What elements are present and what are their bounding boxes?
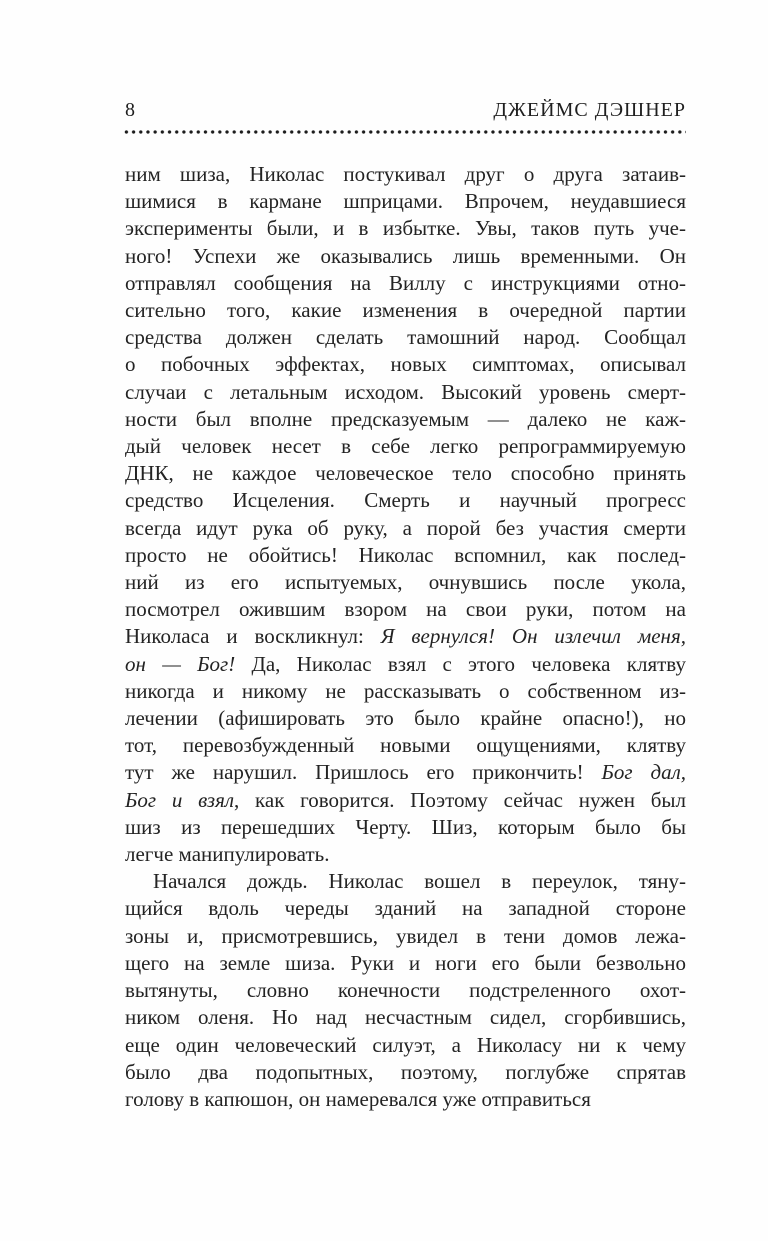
text-line — [125, 895, 686, 922]
text-segment: о побочных эффектах, новых симптомах, описывал — [125, 352, 686, 377]
text-segment: , как говорится. Поэтому сейчас нужен был — [234, 787, 687, 812]
text-line — [125, 215, 686, 242]
text-line — [125, 406, 686, 433]
text-line — [125, 868, 686, 895]
text-segment: случаи с летальным исходом. Высокий уровень смерт- — [125, 379, 686, 404]
text-line — [125, 814, 686, 841]
text-segment: Да, Николас взял с этого человека клятву — [235, 651, 686, 676]
text-line — [125, 351, 686, 378]
italic-text-segment: он — Бог! — [125, 651, 236, 676]
running-title: ДЖЕЙМС ДЭШНЕР — [493, 99, 686, 121]
text-segment: ний из его испытуемых, очнувшись после укола, — [125, 570, 686, 595]
text-line — [125, 324, 686, 351]
text-segment: тут же нарушил. Пришлось его прикончить! — [125, 760, 602, 785]
text-segment: эксперименты были, и в избытке. Увы, таков путь уче- — [125, 216, 686, 241]
text-segment: посмотрел ожившим взором на свои руки, потом на — [125, 597, 686, 622]
text-segment: ником оленя. Но над несчастным сидел, сгорбившись, — [125, 1005, 686, 1030]
text-line — [125, 651, 686, 678]
text-line — [125, 732, 686, 759]
text-line — [125, 297, 686, 324]
text-line — [125, 596, 686, 623]
text-segment: лечении (афишировать это было крайне опасно!), но — [125, 706, 686, 731]
text-segment: тот, перевозбужденный новыми ощущениями, клятву — [125, 733, 686, 758]
text-line — [125, 1086, 686, 1113]
text-line — [125, 515, 686, 542]
text-segment: шимися в кармане шприцами. Впрочем, неудавшиеся — [125, 189, 686, 214]
text-line — [125, 433, 686, 460]
text-segment: щийся вдоль череды зданий на западной стороне — [125, 896, 686, 921]
text-line — [125, 759, 686, 786]
text-line — [125, 950, 686, 977]
text-line — [125, 1032, 686, 1059]
text-line — [125, 161, 686, 188]
text-line — [125, 569, 686, 596]
text-segment: ним шиза, Николас постукивал друг о друга затаив- — [125, 162, 686, 186]
text-segment: дый человек несет в себе легко репрограммируемую — [125, 434, 686, 459]
text-line — [125, 787, 686, 814]
text-line — [125, 379, 686, 406]
text-segment: никогда и никому не рассказывать о собственном из- — [125, 678, 686, 703]
text-segment: Начался дождь. Николас вошел в переулок, тяну- — [153, 869, 686, 894]
text-segment: еще один человеческий силуэт, а Николасу ни к чему — [125, 1032, 686, 1057]
text-segment: ности был вполне предсказуемым — далеко не каж- — [125, 406, 686, 431]
text-line — [125, 542, 686, 569]
text-line — [125, 243, 686, 270]
text-line — [125, 977, 686, 1004]
text-line — [125, 1004, 686, 1031]
dotted-divider — [124, 129, 686, 135]
text-line — [125, 923, 686, 950]
text-segment: всегда идут рука об руку, а порой без участия смерти — [125, 515, 686, 540]
text-segment: было два подопытных, поэтому, поглубже спрятав — [125, 1059, 686, 1084]
italic-text-segment: Бог и взял — [125, 787, 235, 812]
text-segment: щего на земле шиза. Руки и ноги его были безвольно — [125, 950, 686, 975]
body-text — [125, 161, 686, 1113]
text-line — [125, 705, 686, 732]
text-segment: средства должен сделать тамошний народ. Сообщал — [125, 325, 686, 350]
text-segment: зоны и, присмотревшись, увидел в тени домов лежа- — [125, 923, 686, 948]
text-line — [125, 270, 686, 297]
italic-text-segment: Я вернулся! Он излечил меня, — [380, 624, 686, 649]
text-segment: легче манипулировать. — [125, 842, 330, 867]
page-number: 8 — [125, 99, 135, 121]
text-segment: сительно того, какие изменения в очередной партии — [125, 298, 686, 323]
text-line — [125, 460, 686, 487]
text-line — [125, 841, 686, 868]
page-header — [125, 98, 686, 122]
text-segment: средство Исцеления. Смерть и научный прогресс — [125, 488, 686, 513]
text-segment: Николаса и воскликнул: — [125, 624, 381, 649]
text-line — [125, 1059, 686, 1086]
text-line — [125, 678, 686, 705]
text-segment: ного! Успехи же оказывались лишь временными. Он — [125, 243, 686, 268]
text-line — [125, 188, 686, 215]
text-segment: голову в капюшон, он намеревался уже отправиться — [125, 1086, 591, 1111]
italic-text-segment: Бог дал, — [601, 760, 687, 785]
text-line — [125, 623, 686, 650]
text-segment: отправлял сообщения на Виллу с инструкциями отно- — [125, 270, 686, 295]
text-segment: вытянуты, словно конечности подстреленного охот- — [125, 978, 686, 1003]
text-segment: шиз из перешедших Черту. Шиз, которым было бы — [125, 814, 686, 839]
text-segment: ДНК, не каждое человеческое тело способно принять — [125, 461, 686, 486]
text-segment: просто не обойтись! Николас вспомнил, как послед- — [125, 542, 686, 567]
text-line — [125, 487, 686, 514]
